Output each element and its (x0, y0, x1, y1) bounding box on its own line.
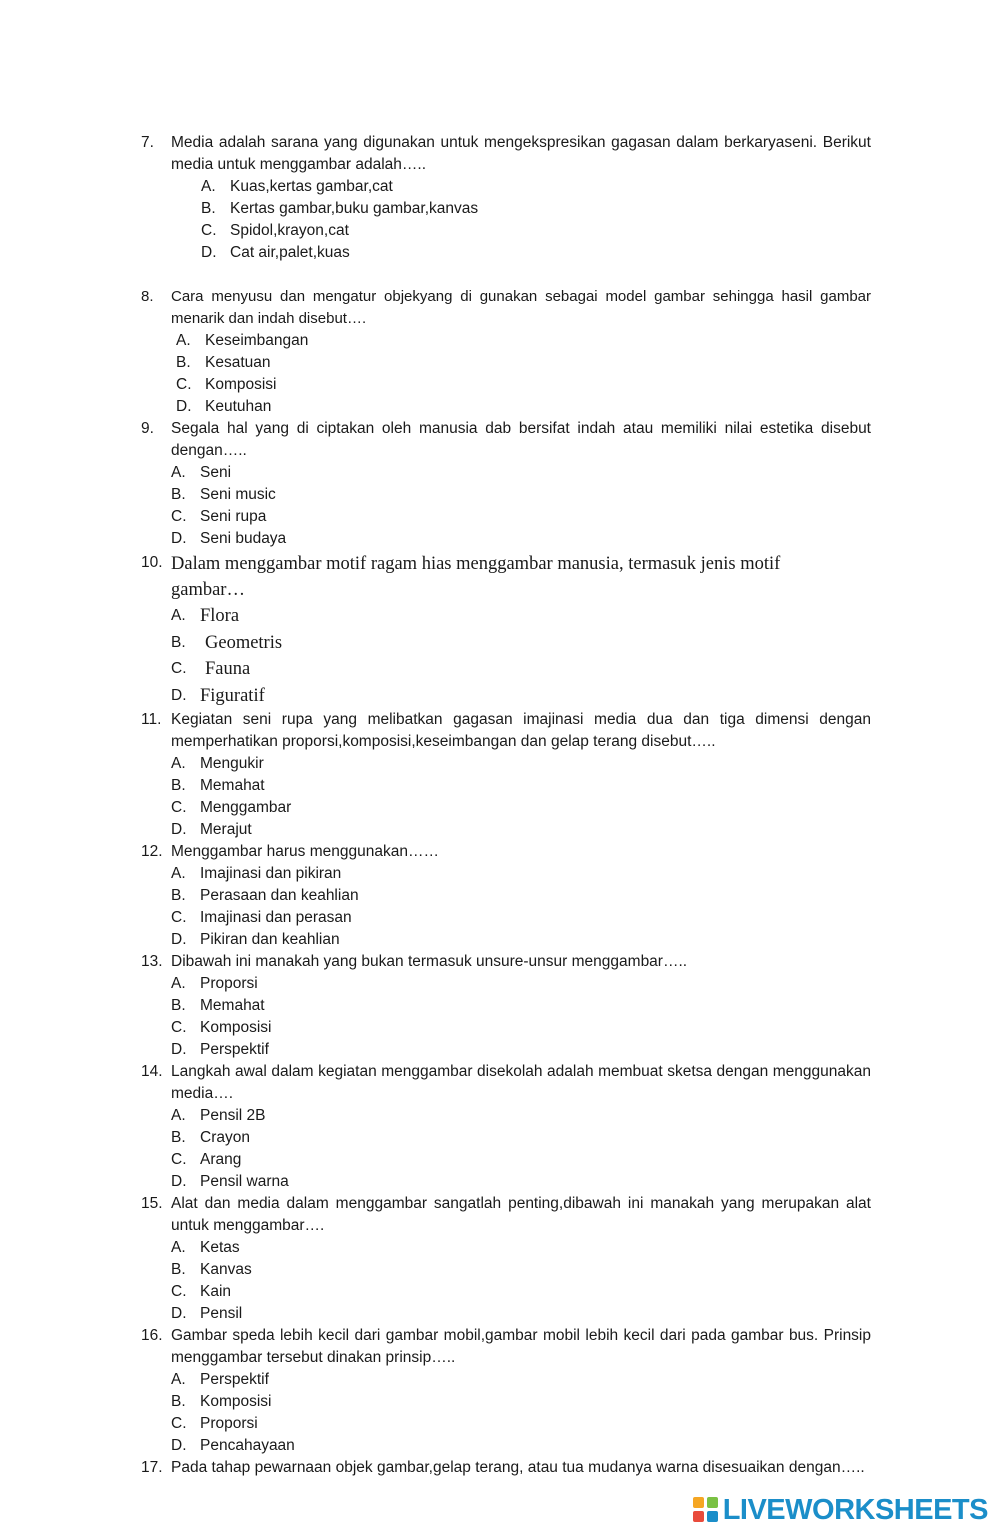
option-c[interactable] (0, 506, 1000, 528)
option-text: Proporsi (200, 975, 258, 992)
option-letter: A. (171, 1239, 186, 1256)
option-b[interactable] (0, 775, 1000, 797)
option-letter: D. (171, 686, 187, 704)
question-16 (0, 1325, 1000, 1457)
option-text: Kertas gambar,buku gambar,kanvas (230, 200, 479, 217)
option-text: Pencahayaan (200, 1437, 295, 1454)
option-d[interactable] (0, 1171, 1000, 1193)
question-number: 12. (141, 843, 163, 860)
liveworksheets-watermark (693, 1494, 988, 1526)
option-b[interactable] (0, 352, 1000, 374)
option-letter: B. (176, 354, 191, 371)
option-c[interactable] (0, 1017, 1000, 1039)
option-text: Fauna (205, 659, 251, 679)
option-text: Flora (200, 606, 240, 626)
spacer (0, 264, 1000, 286)
option-letter: B. (171, 1393, 186, 1410)
option-text: Pensil 2B (200, 1107, 266, 1124)
option-letter: C. (171, 799, 187, 816)
logo-square-1 (693, 1497, 704, 1508)
option-text: Perspektif (200, 1371, 269, 1388)
option-a[interactable] (0, 863, 1000, 885)
option-text: Kuas,kertas gambar,cat (230, 178, 393, 195)
option-letter: A. (171, 1371, 186, 1388)
option-text: Ketas (200, 1239, 240, 1256)
option-letter: A. (171, 865, 186, 882)
option-letter: C. (201, 222, 217, 239)
question-number: 10. (141, 554, 163, 571)
question-number: 13. (141, 953, 163, 970)
option-letter: B. (171, 633, 186, 651)
option-text: Perasaan dan keahlian (200, 887, 359, 904)
option-letter: C. (171, 660, 187, 677)
option-text: Pensil warna (200, 1173, 289, 1190)
question-number: 14. (141, 1063, 163, 1080)
question-number: 11. (141, 711, 162, 728)
option-letter: C. (171, 1151, 187, 1168)
option-text: Seni rupa (200, 508, 267, 525)
question-number: 17. (141, 1459, 163, 1476)
option-text: Komposisi (205, 376, 277, 393)
option-text: Kain (200, 1283, 232, 1300)
option-text: Kanvas (200, 1261, 252, 1278)
option-letter: A. (171, 975, 186, 992)
question-text: Kegiatan seni rupa yang melibatkan gagasan imajinasi media dua dan tiga dimensi dengan memperhatikan proporsi,komposisi,keseimbangan dan gelap terang disebut….. (171, 711, 871, 750)
option-text: Spidol,krayon,cat (230, 222, 349, 239)
logo-square-4 (707, 1511, 718, 1522)
option-text: Keutuhan (205, 398, 272, 415)
option-text: Perspektif (200, 1041, 269, 1058)
option-text: Figuratif (200, 685, 265, 706)
option-letter: C. (171, 1019, 187, 1036)
question-11 (0, 709, 1000, 841)
option-d[interactable] (0, 1303, 1000, 1325)
option-letter: B. (171, 1261, 186, 1278)
option-text: Pikiran dan keahlian (200, 931, 340, 948)
question-text: Dibawah ini manakah yang bukan termasuk unsure-unsur menggambar….. (171, 953, 688, 970)
option-text: Proporsi (200, 1415, 258, 1432)
option-text: Arang (200, 1151, 242, 1168)
option-a[interactable] (0, 1369, 1000, 1391)
option-b[interactable] (0, 198, 1000, 220)
option-text: Imajinasi dan pikiran (200, 865, 342, 882)
option-text: Memahat (200, 997, 265, 1014)
option-text: Komposisi (200, 1393, 272, 1410)
option-letter: A. (171, 1107, 186, 1124)
liveworksheets-logo-icon (693, 1497, 719, 1523)
option-d[interactable] (0, 1435, 1000, 1457)
option-letter: D. (171, 931, 187, 948)
option-letter: D. (171, 1173, 187, 1190)
option-text: Geometris (205, 632, 283, 653)
option-c[interactable] (0, 656, 1000, 683)
option-d[interactable] (0, 242, 1000, 264)
question-text: Langkah awal dalam kegiatan menggambar disekolah adalah membuat sketsa dengan menggunakan media…. (171, 1063, 871, 1102)
option-c[interactable] (0, 374, 1000, 396)
question-15 (0, 1193, 1000, 1325)
option-a[interactable] (0, 753, 1000, 775)
option-letter: B. (171, 997, 186, 1014)
option-d[interactable] (0, 929, 1000, 951)
option-letter: A. (201, 178, 216, 195)
option-c[interactable] (0, 907, 1000, 929)
option-text: Memahat (200, 777, 265, 794)
option-text: Pensil (200, 1305, 243, 1322)
question-8 (0, 286, 1000, 418)
question-text: Gambar speda lebih kecil dari gambar mobil,gambar mobil lebih kecil dari pada gambar bus. Prinsip menggambar tersebut dinakan prinsip….. (171, 1327, 871, 1366)
question-number: 7. (141, 134, 154, 151)
option-text: Merajut (200, 821, 252, 838)
option-letter: D. (171, 1041, 187, 1058)
option-letter: D. (171, 1437, 187, 1454)
option-c[interactable] (0, 1149, 1000, 1171)
question-17 (0, 1457, 1000, 1479)
option-text: Seni budaya (200, 530, 287, 547)
option-a[interactable] (0, 603, 1000, 630)
question-number: 8. (141, 288, 154, 305)
option-letter: C. (171, 909, 187, 926)
worksheet-page (0, 132, 1000, 1479)
option-text: Komposisi (200, 1019, 272, 1036)
question-number: 9. (141, 420, 154, 437)
option-a[interactable] (0, 176, 1000, 198)
option-c[interactable] (0, 1413, 1000, 1435)
option-text: Crayon (200, 1129, 250, 1146)
option-b[interactable] (0, 484, 1000, 506)
question-14 (0, 1061, 1000, 1193)
option-d[interactable] (0, 683, 1000, 710)
question-7 (0, 132, 1000, 264)
question-number: 16. (141, 1327, 163, 1344)
option-letter: C. (171, 508, 187, 525)
option-text: Cat air,palet,kuas (230, 244, 350, 261)
question-text: Dalam menggambar motif ragam hias menggambar manusia, termasuk jenis motif gambar… (171, 554, 781, 600)
question-text: Media adalah sarana yang digunakan untuk mengekspresikan gagasan dalam berkaryaseni. Berikut media untuk menggambar adalah….. (171, 134, 871, 173)
option-text: Seni music (200, 486, 276, 503)
option-letter: D. (171, 530, 187, 547)
option-text: Imajinasi dan perasan (200, 909, 352, 926)
option-letter: D. (171, 1305, 187, 1322)
option-letter: B. (201, 200, 216, 217)
question-13 (0, 951, 1000, 1061)
option-text: Menggambar (200, 799, 292, 816)
option-a[interactable] (0, 330, 1000, 352)
option-c[interactable] (0, 1281, 1000, 1303)
option-d[interactable] (0, 1039, 1000, 1061)
option-d[interactable] (0, 396, 1000, 418)
option-letter: D. (176, 398, 192, 415)
option-letter: A. (171, 607, 186, 624)
option-letter: A. (171, 755, 186, 772)
question-text: Cara menyusu dan mengatur objekyang di gunakan sebagai model gambar sehingga hasil gambar menarik dan indah disebut…. (171, 288, 871, 327)
question-number: 15. (141, 1195, 163, 1212)
logo-square-2 (707, 1497, 718, 1508)
option-letter: C. (176, 376, 192, 393)
option-b[interactable] (0, 1127, 1000, 1149)
option-letter: B. (171, 486, 186, 503)
question-9 (0, 418, 1000, 550)
option-text: Mengukir (200, 755, 264, 772)
question-text: Alat dan media dalam menggambar sangatlah penting,dibawah ini manakah yang merupakan alat untuk menggambar…. (171, 1195, 871, 1234)
option-c[interactable] (0, 220, 1000, 242)
option-letter: D. (171, 821, 187, 838)
brand-text: LIVEWORKSHEETS (722, 1493, 988, 1526)
question-12 (0, 841, 1000, 951)
option-a[interactable] (0, 1105, 1000, 1127)
question-10 (0, 550, 1000, 709)
option-c[interactable] (0, 797, 1000, 819)
question-text: Segala hal yang di ciptakan oleh manusia dab bersifat indah atau memiliki nilai estetika disebut dengan….. (171, 420, 871, 459)
option-b[interactable] (0, 1259, 1000, 1281)
option-a[interactable] (0, 973, 1000, 995)
option-letter: B. (171, 887, 186, 904)
logo-square-3 (693, 1511, 704, 1522)
option-letter: B. (171, 777, 186, 794)
option-a[interactable] (0, 1237, 1000, 1259)
question-text: Menggambar harus menggunakan…… (171, 843, 439, 860)
option-letter: C. (171, 1283, 187, 1300)
option-a[interactable] (0, 462, 1000, 484)
option-letter: A. (171, 464, 186, 481)
option-letter: D. (201, 244, 217, 261)
option-text: Kesatuan (205, 354, 271, 371)
option-letter: A. (176, 332, 191, 349)
option-text: Seni (200, 464, 232, 481)
option-letter: C. (171, 1415, 187, 1432)
option-b[interactable] (0, 885, 1000, 907)
option-d[interactable] (0, 819, 1000, 841)
option-b[interactable] (0, 1391, 1000, 1413)
option-text: Keseimbangan (205, 332, 309, 349)
option-letter: B. (171, 1129, 186, 1146)
option-b[interactable] (0, 630, 1000, 657)
option-b[interactable] (0, 995, 1000, 1017)
question-text: Pada tahap pewarnaan objek gambar,gelap terang, atau tua mudanya warna disesuaikan dengan….. (171, 1459, 865, 1476)
option-d[interactable] (0, 528, 1000, 550)
